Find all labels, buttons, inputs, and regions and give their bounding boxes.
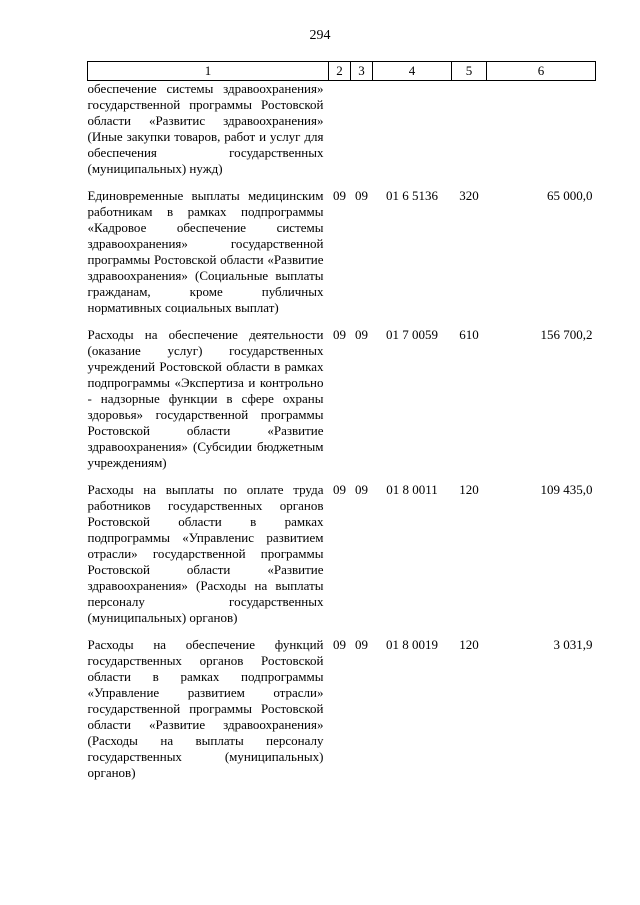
column-header-4: 4 bbox=[373, 62, 452, 81]
row-description: Единовременные выплаты медицинским работникам в рамках подпрограммы «Кадровое обеспечение системы здравоохранения» государственной программы Ростовской области «Развитие здравоохранения» (Социальные выплаты гражданам, кроме публичных нормативных социальных выплат) bbox=[87, 188, 324, 315]
row-target-article-code: 01 6 5136 bbox=[386, 188, 438, 203]
budget-table bbox=[87, 61, 596, 791]
row-subsection-code: 09 bbox=[355, 482, 368, 497]
table-header-row bbox=[88, 62, 596, 81]
column-header-3: 3 bbox=[351, 62, 373, 81]
row-expense-type-code: 610 bbox=[459, 327, 479, 342]
row-target-article-code: 01 8 0019 bbox=[386, 637, 438, 652]
row-target-article-code bbox=[373, 81, 452, 188]
row-expense-type-code: 120 bbox=[459, 637, 479, 652]
column-header-2: 2 bbox=[329, 62, 351, 81]
row-expense-type-code: 120 bbox=[459, 482, 479, 497]
row-amount: 109 435,0 bbox=[540, 482, 593, 497]
column-header-6: 6 bbox=[487, 62, 596, 81]
row-amount: 156 700,2 bbox=[540, 327, 593, 342]
table-row bbox=[88, 187, 596, 326]
row-subsection-code: 09 bbox=[355, 188, 368, 203]
row-amount: 65 000,0 bbox=[547, 188, 593, 203]
row-subsection-code bbox=[351, 81, 373, 188]
row-expense-type-code: 320 bbox=[459, 188, 479, 203]
row-expense-type-code bbox=[452, 81, 487, 188]
row-target-article-code: 01 8 0011 bbox=[386, 482, 438, 497]
row-description: Расходы на выплаты по оплате труда работников государственных органов Ростовской области в рамках подпрограммы «Управленис развитием отрасли» государственной программы Ростовской области «Развитие здравоохранения» (Расходы на выплаты персоналу государственных (муниципальных) органов) bbox=[87, 482, 324, 625]
column-header-1: 1 bbox=[88, 62, 329, 81]
table-row bbox=[88, 81, 596, 188]
table-row bbox=[88, 636, 596, 791]
row-subsection-code: 09 bbox=[355, 327, 368, 342]
table-row bbox=[88, 326, 596, 481]
row-amount bbox=[487, 81, 596, 188]
row-section-code: 09 bbox=[333, 188, 346, 203]
page-number: 294 bbox=[309, 28, 331, 43]
table-row bbox=[88, 481, 596, 636]
row-subsection-code: 09 bbox=[355, 637, 368, 652]
row-section-code: 09 bbox=[333, 482, 346, 497]
row-section-code: 09 bbox=[333, 637, 346, 652]
row-target-article-code: 01 7 0059 bbox=[386, 327, 438, 342]
row-description: обеспечение системы здравоохранения» государственной программы Ростовской области «Развитис здравоохранения» (Иные закупки товаров, работ и услуг для обеспечения государственных (муниципальных) нужд) bbox=[87, 81, 324, 176]
row-section-code: 09 bbox=[333, 327, 346, 342]
row-section-code bbox=[329, 81, 351, 188]
column-header-5: 5 bbox=[452, 62, 487, 81]
row-description: Расходы на обеспечение деятельности (оказание услуг) государственных учреждений Ростовской области в рамках подпрограммы «Экспертиза и контрольно - надзорные функции в сфере охраны здоровья» государственной программы Ростовской области «Развитие здравоохранения» (Субсидии бюджетным учреждениям) bbox=[87, 327, 324, 470]
row-description: Расходы на обеспечение функций государственных органов Ростовской области в рамках подпрограммы «Управление развитием отрасли» государственной программы Ростовской области «Развитие здравоохранения» (Расходы на выплаты персоналу государственных (муниципальных) органов) bbox=[87, 637, 324, 780]
row-amount: 3 031,9 bbox=[553, 637, 593, 652]
